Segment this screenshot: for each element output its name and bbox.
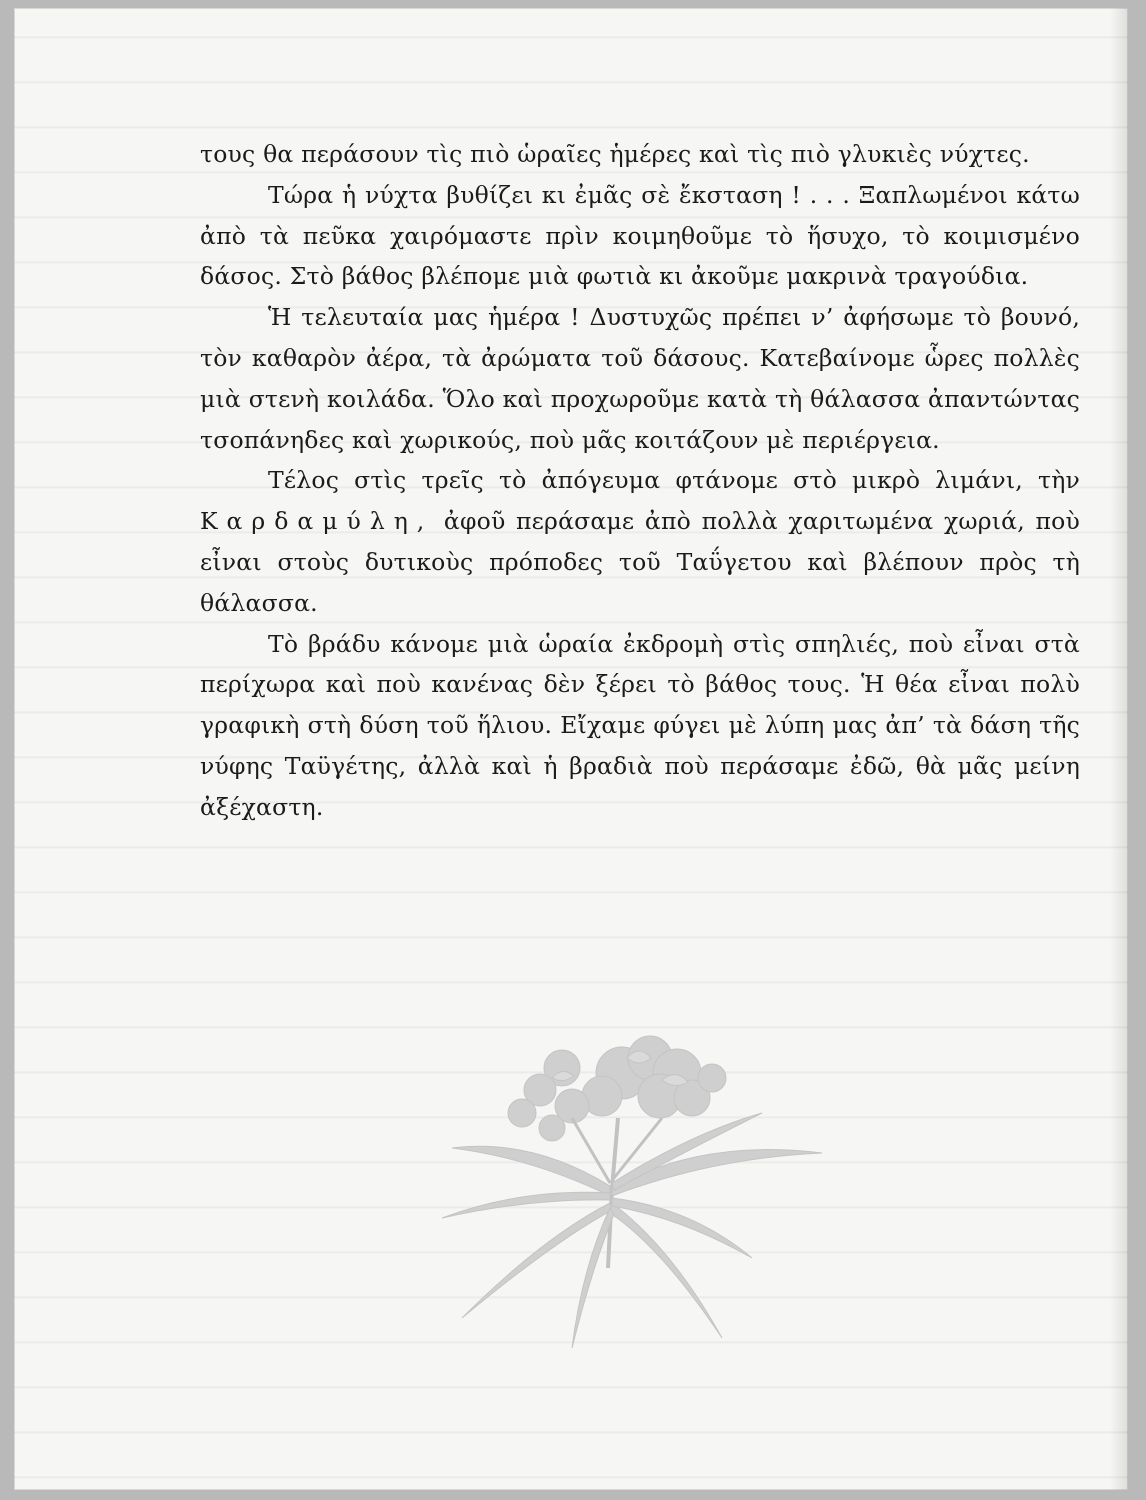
paragraph-3: Ἡ τελευταία μας ἡμέρα ! Δυστυχῶς πρέπει ν’ ἀφήσωμε τὸ βουνό, τὸν καθαρὸν ἀέρα, τὰ ἀρώματα τοῦ δάσους. Κατεβαίνομε ὧρες πολλὲς μιὰ στενὴ κοιλάδα. Ὅλο καὶ προχωροῦμε κατὰ τὴ θάλασσα ἀπαντώντας τσοπάνηδες καὶ χωρικούς, ποὺ μᾶς κοιτάζουν μὲ περιέργεια. [200,303,1080,454]
paragraph-4-before: Τέλος στὶς τρεῖς τὸ ἀπόγευμα φτάνομε στὸ μικρὸ λιμάνι, τὴν [268,466,1080,495]
book-page [14,8,1128,1490]
body-text [200,134,1080,828]
flower-sprig-illustration-icon [422,1018,842,1358]
paragraph-4 [200,460,1080,623]
paragraph-2: Τώρα ἡ νύχτα βυθίζει κι ἐμᾶς σὲ ἔκσταση ! . . . Ξαπλωμένοι κάτω ἀπὸ τὰ πεῦκα χαιρόμαστε πρὶν κοιμηθοῦμε τὸ ἥσυχο, τὸ κοιμισμένο δάσος. Στὸ βάθος βλέπομε μιὰ φωτιὰ κι ἀκοῦμε μακρινὰ τραγούδια. [200,180,1080,291]
place-name-kardamyli: Καρδαμύλη, [200,507,434,536]
paragraph-5: Τὸ βράδυ κάνομε μιὰ ὡραία ἐκδρομὴ στὶς σπηλιές, ποὺ εἶναι στὰ περίχωρα καὶ ποὺ κανένας δὲν ξέρει τὸ βάθος τους. Ἡ θέα εἶναι πολὺ γραφικὴ στὴ δύση τοῦ ἥλιου. Εἴχαμε φύγει μὲ λύπη μας ἀπ’ τὰ δάση τῆς νύφης Ταϋγέτης, ἀλλὰ καὶ ἡ βραδιὰ ποὺ περάσαμε ἐδῶ, θὰ μᾶς μείνη ἀξέχαστη. [200,629,1080,821]
spine-shadow [1110,8,1128,1490]
paragraph-4-after: ἀφοῦ περάσαμε ἀπὸ πολλὰ χαριτωμένα χωριά, ποὺ εἶναι στοὺς δυτικοὺς πρόποδες τοῦ Ταΰγετου καὶ βλέπουν πρὸς τὴ θάλασσα. [200,507,1080,617]
paragraph-1: τους θα περάσουν τὶς πιὸ ὡραῖες ἡμέρες καὶ τὶς πιὸ γλυκιὲς νύχτες. [200,140,1030,168]
